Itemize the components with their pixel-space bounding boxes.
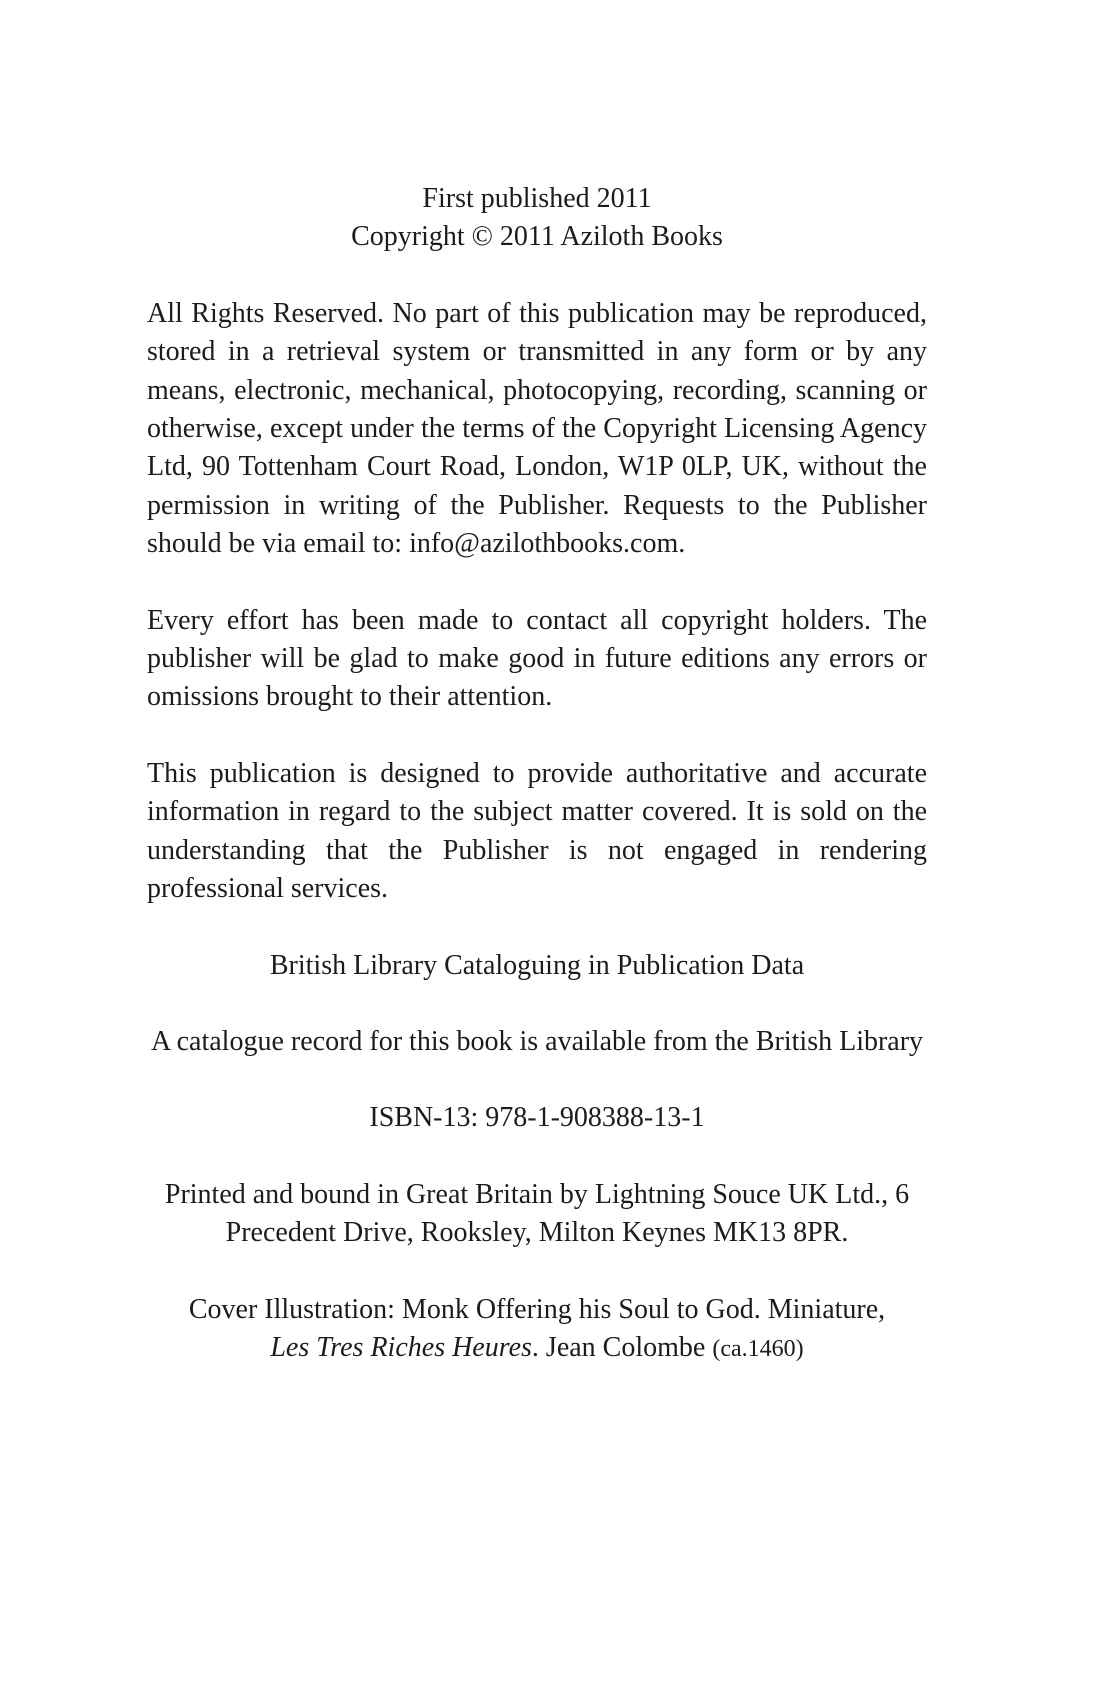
catalogue-heading: British Library Cataloguing in Publication Data [269, 949, 805, 981]
cover-work-title: Les Tres Riches Heures [270, 1331, 532, 1363]
publication-header [147, 180, 927, 257]
printer-info: Printed and bound in Great Britain by Lightning Souce UK Ltd., 6 Precedent Drive, Rooksley, Milton Keynes MK13 8PR. [164, 1178, 910, 1249]
cover-illustration [147, 1291, 927, 1369]
cover-artist: . Jean Colombe [531, 1331, 713, 1363]
copyright-page [147, 180, 927, 1368]
rights-paragraph: All Rights Reserved. No part of this publication may be reproduced, stored in a retrieval system or transmitted in any form or by any means, electronic, mechanical, photocopying, recording, scanning or otherwise, except under the terms of the Copyright Licensing Agency Ltd, 90 Tottenham Court Road, London, W1P 0LP, UK, without the permission in writing of the Publisher. Requests to the Publisher should be via email to: info@azilothbooks.com. [147, 297, 927, 560]
disclaimer-paragraph: This publication is designed to provide authoritative and accurate information in regard to the subject matter covered. It is sold on the understanding that the Publisher is not engaged in rendering professional services. [147, 757, 927, 905]
copyright-line: Copyright © 2011 Aziloth Books [351, 221, 723, 253]
first-published-line: First published 2011 [422, 183, 652, 214]
isbn-line: ISBN-13: 978-1-908388-13-1 [369, 1102, 705, 1134]
effort-paragraph: Every effort has been made to contact all copyright holders. The publisher will be glad to make good in future editions any errors or omissions brought to their attention. [147, 604, 927, 713]
cover-prefix: Cover Illustration: Monk Offering his Soul to God. Miniature, [188, 1293, 886, 1325]
cover-date: (ca.1460) [712, 1335, 804, 1362]
catalogue-record: A catalogue record for this book is available from the British Library [150, 1025, 924, 1057]
